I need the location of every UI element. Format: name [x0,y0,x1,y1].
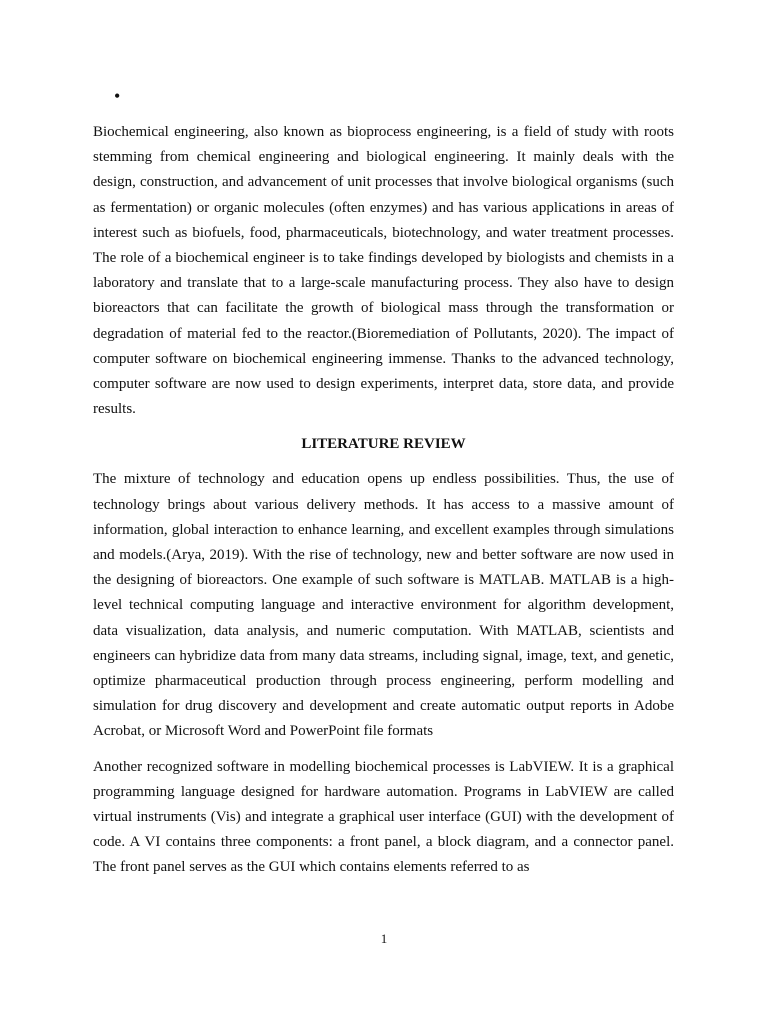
section-heading: LITERATURE REVIEW [301,436,466,453]
intro-paragraph: Biochemical engineering, also known as bioprocess engineering, is a field of study with roots stemming from chemical engineering and biological engineering. It mainly deals with the design, construction, and advancement of unit processes that involve biological organisms (such as fermentation) or organic molecules (often enzymes) and has various applications in areas of interest such as biofuels, food, pharmaceuticals, biotechnology, and water treatment processes. The role of a biochemical engineer is to take findings developed by biologists and chemists in a laboratory and translate that to a large-scale manufacturing process. They also have to design bioreactors that can facilitate the growth of biological mass through the transformation or degradation of material fed to the reactor.(Bioremediation of Pollutants, 2020). The impact of computer software on biochemical engineering immense. Thanks to the advanced technology, computer software are now used to design experiments, interpret data, store data, and provide results. [93,124,674,418]
labview-paragraph: Another recognized software in modelling biochemical processes is LabVIEW. It is a graphical programming language designed for hardware automation. Programs in LabVIEW are called virtual instruments (Vis) and integrate a graphical user interface (GUI) with the development of code. A VI contains three components: a front panel, a block diagram, and a connector panel. The front panel serves as the GUI which contains elements referred to as [93,758,674,876]
document-body [93,120,674,881]
literature-paragraph: The mixture of technology and education opens up endless possibilities. Thus, the use of technology brings about various delivery methods. It has access to a massive amount of information, global interaction to enhance learning, and excellent examples through simulations and models.(Arya, 2019). With the rise of technology, new and better software are now used in the designing of bioreactors. One example of such software is MATLAB. MATLAB is a high-level technical computing language and interactive environment for algorithm development, data visualization, data analysis, and numeric computation. With MATLAB, scientists and engineers can hybridize data from many data streams, including signal, image, text, and genetic, optimize pharmaceutical production through process engineering, perform modelling and simulation for drug discovery and development and create automatic output reports in Adobe Acrobat, or Microsoft Word and PowerPoint file formats [93,471,674,740]
page-number: 1 [380,931,388,946]
bullet-point: • [114,86,121,106]
